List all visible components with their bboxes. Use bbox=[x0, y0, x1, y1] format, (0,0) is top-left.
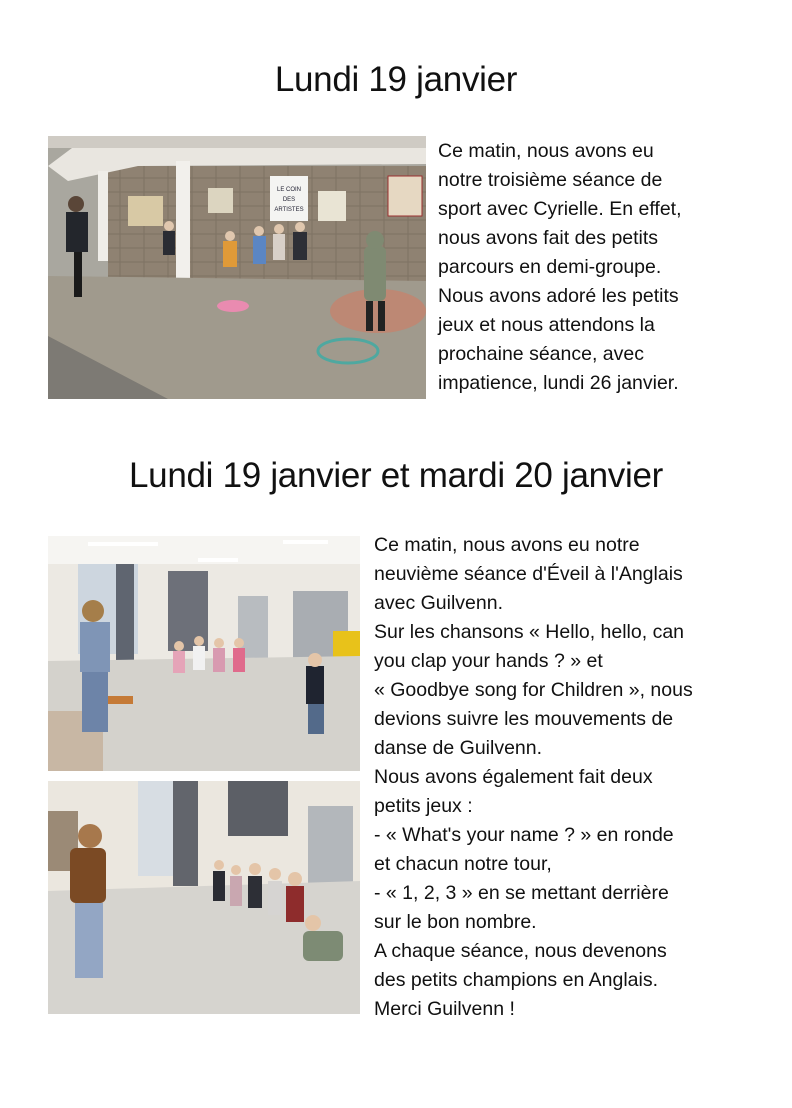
sign-line-1: LE COIN bbox=[276, 187, 302, 193]
sign-line-3: ARTISTES bbox=[274, 207, 304, 213]
section2-line: Ce matin, nous avons eu notre bbox=[374, 534, 640, 556]
section1-line: prochaine séance, avec bbox=[438, 343, 644, 365]
sign-line-2: DES bbox=[282, 197, 296, 203]
section2-line: you clap your hands ? » et bbox=[374, 650, 603, 672]
section2-line: Merci Guilvenn ! bbox=[374, 998, 515, 1020]
section2-line: danse de Guilvenn. bbox=[374, 737, 543, 759]
section2-line: - « 1, 2, 3 » en se mettant derrière bbox=[374, 882, 669, 904]
section2-line: « Goodbye song for Children », nous bbox=[374, 679, 693, 701]
section1-line: Nous avons adoré les petits bbox=[438, 285, 679, 307]
section2-line: - « What's your name ? » en ronde bbox=[374, 824, 674, 846]
section2-line: des petits champions en Anglais. bbox=[374, 969, 659, 991]
section1-line: impatience, lundi 26 janvier. bbox=[438, 372, 679, 394]
section2-line: Nous avons également fait deux bbox=[374, 766, 653, 788]
section2-line: A chaque séance, nous devenons bbox=[374, 940, 667, 962]
section2-line: petits jeux : bbox=[374, 795, 473, 817]
section1-line: Ce matin, nous avons eu bbox=[438, 140, 654, 162]
section2-line: et chacun notre tour, bbox=[374, 853, 552, 875]
section2-title: Lundi 19 janvier et mardi 20 janvier bbox=[129, 456, 663, 495]
section1-title: Lundi 19 janvier bbox=[274, 60, 518, 99]
section1-line: jeux et nous attendons la bbox=[438, 314, 655, 336]
section1-line: nous avons fait des petits bbox=[438, 227, 659, 249]
photo-english-class-2 bbox=[48, 781, 360, 1014]
photo-english-class-1 bbox=[48, 536, 360, 771]
section2-line: neuvième séance d'Éveil à l'Anglais bbox=[374, 563, 683, 585]
section2-line: avec Guilvenn. bbox=[374, 592, 503, 614]
section2-text bbox=[374, 531, 693, 1024]
section1-line: notre troisième séance de bbox=[438, 169, 663, 191]
section1-line: sport avec Cyrielle. En effet, bbox=[438, 198, 682, 220]
section2-line: Sur les chansons « Hello, hello, can bbox=[374, 621, 685, 643]
section1-line: parcours en demi-groupe. bbox=[438, 256, 662, 278]
section1-text bbox=[438, 137, 682, 398]
section2-line: sur le bon nombre. bbox=[374, 911, 537, 933]
photo-sport-playground bbox=[48, 136, 426, 399]
section2-line: devions suivre les mouvements de bbox=[374, 708, 674, 730]
